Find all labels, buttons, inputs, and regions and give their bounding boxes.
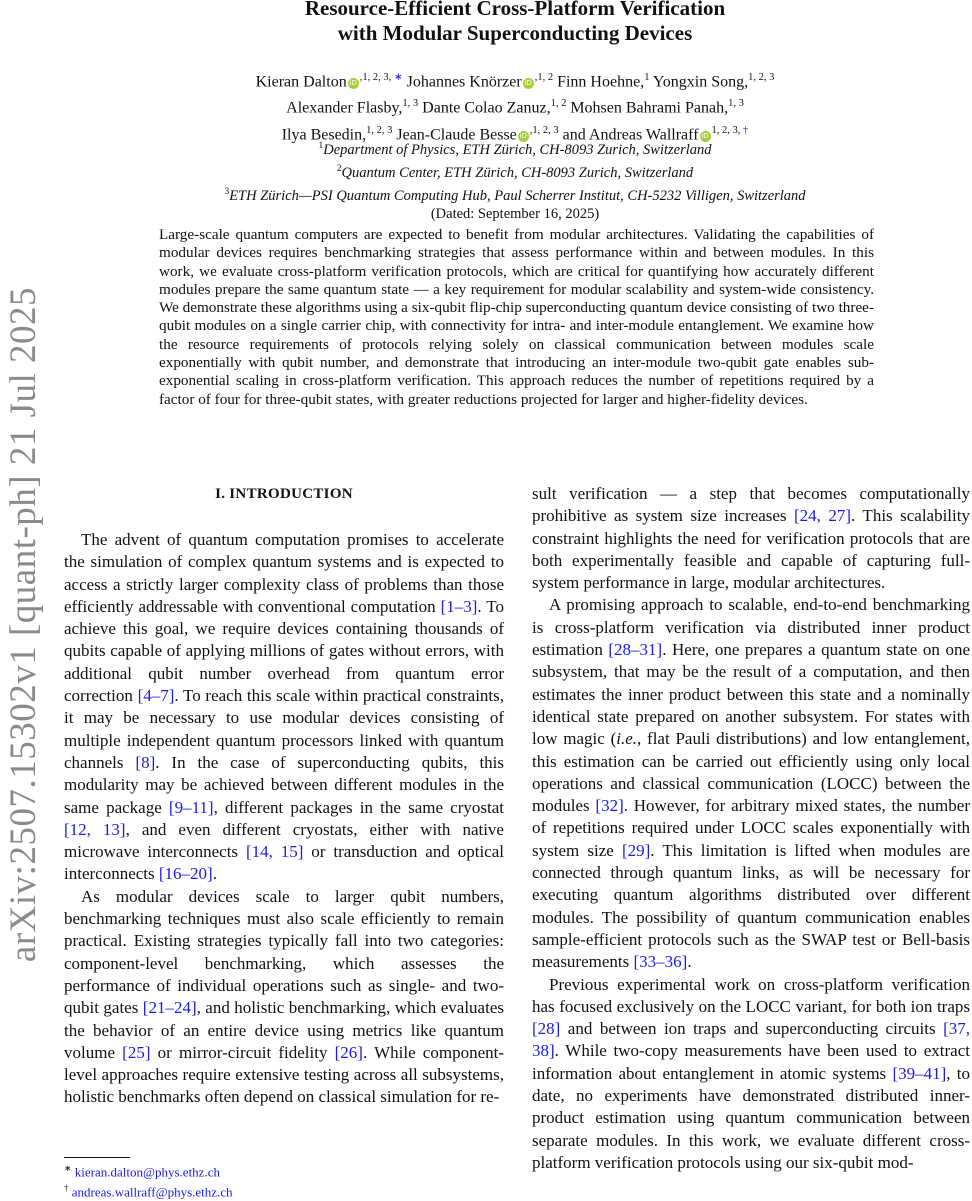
body-paragraph: [64, 529, 504, 886]
author-affiliation-marks: ,1, 2, 3,: [359, 72, 394, 83]
body-text: , flat Pauli distributions) and low entanglement, this estimation can be carried out efficiently using only local operations and classical communication (LOCC) between the modules: [532, 729, 970, 816]
body-paragraph: [64, 886, 504, 1109]
body-text: . In the case of superconducting qubits, this modularity may be achieved between different modules in the same package: [64, 752, 504, 817]
right-column: [532, 483, 970, 1174]
author-name: Mohsen Bahrami Panah,: [570, 99, 729, 117]
corresponding-author-mark[interactable]: ∗: [393, 72, 403, 83]
body-text: . To achieve this goal, we require devices containing thousands of qubits capable of applying millions of gates without errors, with additional qubit number overhead from quantum error correction: [64, 596, 505, 706]
affiliation-list: [100, 137, 930, 224]
body-text: . Here, one prepares a quantum state on one subsystem, that may be the result of a computation, and then estimates the inner product between this state and a nominally identical state prepared on another subsystem. For states with low magic (: [532, 640, 970, 749]
dated-line: (Dated: September 16, 2025): [430, 206, 600, 223]
author-affiliation-marks: 1, 2, 3: [366, 124, 393, 136]
body-text: .: [212, 864, 217, 884]
body-text: , to date, no experiments have demonstrated distributed inner-product estimation using quantum communication between separate modules. In this work, we evaluate different cross-platform verification protocols using our six-qubit mod-: [532, 1063, 970, 1172]
citation-link[interactable]: [29]: [621, 840, 651, 860]
citation-link[interactable]: [24, 27]: [794, 506, 852, 526]
body-text: , and holistic benchmarking, which evaluates the behavior of an entire device using metrics like quantum volume: [64, 998, 504, 1062]
citation-link[interactable]: [28]: [532, 1019, 561, 1039]
citation-link[interactable]: [32]: [595, 796, 624, 816]
author-conjunction: and: [562, 125, 586, 143]
body-text: . While two-copy measurements have been used to extract information about entanglement in atomic systems: [532, 1041, 970, 1083]
body-text: . However, for arbitrary mixed states, the number of repetitions required under LOCC scales exponentially with system size: [532, 796, 970, 860]
right-column-body: [532, 483, 970, 1174]
body-text: Previous experimental work on cross-platform verification has focused exclusively on the LOCC variant, for both ion traps: [532, 974, 970, 1016]
citation-link[interactable]: [37, 38]: [532, 1019, 970, 1061]
citation-link[interactable]: [4–7]: [137, 686, 175, 706]
author-name: Alexander Flasby,: [286, 99, 403, 117]
orcid-icon[interactable]: iD: [701, 131, 709, 140]
author-name: Yongxin Song,: [652, 73, 749, 91]
arxiv-identifier-stamp: [2, 288, 46, 960]
citation-link[interactable]: [8]: [135, 752, 156, 772]
author-affiliation-marks: 1, 2, 3,: [711, 124, 744, 136]
emphasis-text: i.e.: [616, 729, 638, 749]
author-name: Andreas Wallraff: [588, 125, 699, 143]
citation-link[interactable]: [39–41]: [892, 1063, 947, 1083]
citation-link[interactable]: [21–24]: [142, 998, 197, 1018]
author-name: Dante Colao Zanuz,: [422, 99, 551, 117]
citation-link[interactable]: [26]: [334, 1042, 363, 1062]
section-heading: I. INTRODUCTION: [215, 486, 353, 502]
author-affiliation-marks: 1, 3: [402, 98, 419, 110]
arxiv-identifier-text: arXiv:2507.15302v1 [quant-ph] 21 Jul 2025: [3, 286, 45, 962]
author-affiliation-marks: 1, 3: [728, 98, 744, 110]
citation-link[interactable]: [1–3]: [440, 596, 478, 616]
affiliation-3: $^3$ETH Zürich—PSI Quantum Computing Hub, Paul Scherrer Institut, CH-5232 Villigen, Switzerland: [224, 186, 806, 204]
left-column: [64, 483, 504, 1109]
author-name: Jean-Claude Besse: [396, 125, 517, 143]
orcid-icon[interactable]: iD: [349, 79, 357, 88]
body-paragraph: [532, 594, 970, 973]
footnote-email-link[interactable]: kieran.dalton@phys.ethz.ch: [74, 1164, 220, 1180]
body-text: . While component-level approaches require extensive testing across all subsystems, holistic benchmarks often depend on classical simulation for re-: [64, 1042, 504, 1107]
body-text: As modular devices scale to larger qubit numbers, benchmarking techniques must also scale efficiently to remain practical. Existing strategies typically fall into two categories: component-level benchmarking, which assesses the performance of individual operations such as single- and two-qubit gates: [64, 886, 504, 1018]
author-affiliation-marks: ,1, 2: [534, 72, 554, 83]
affiliation-2: $^2$Quantum Center, ETH Zürich, CH-8093 Zurich, Switzerland: [336, 163, 694, 181]
author-affiliation-marks: 1, 2, 3: [748, 72, 775, 83]
footnote-2: † andreas.wallraff@phys.ethz.ch: [64, 1183, 233, 1200]
author-name: Ilya Besedin,: [281, 125, 367, 143]
footnote-email-link[interactable]: andreas.wallraff@phys.ethz.ch: [71, 1184, 233, 1200]
body-text: , different packages in the same cryostat: [213, 797, 504, 817]
footnote-1: ∗ kieran.dalton@phys.ethz.ch: [64, 1163, 220, 1180]
author-line-2: [100, 93, 930, 119]
author-affiliation-marks: 1, 2: [550, 98, 567, 110]
author-affiliation-marks: 1: [644, 72, 650, 83]
author-line-1: [100, 67, 930, 93]
author-name: Finn Hoehne,: [557, 73, 645, 91]
footnotes: [64, 1160, 504, 1201]
body-text: A promising approach to scalable, end-to-end benchmarking is cross-platform verification via distributed inner product estimation: [532, 595, 970, 660]
corresponding-author-mark[interactable]: †: [743, 124, 749, 136]
body-text: The advent of quantum computation promises to accelerate the simulation of complex quantum systems and is expected to access a strictly larger complexity class of problems than those efficiently addressable with conventional computation: [64, 530, 504, 616]
citation-link[interactable]: [25]: [122, 1042, 151, 1062]
body-text: . This limitation is lifted when modules are connected through quantum links, as will be necessary for executing quantum algorithms distributed over different modules. The possibility of quantum communication enables sample-efficient protocols such as the SWAP test or Bell-basis measurements: [532, 840, 970, 972]
orcid-icon[interactable]: iD: [519, 131, 527, 140]
body-text: . To reach this scale within practical constraints, it may be necessary to use modular devices consisting of multiple independent quantum processors linked with quantum channels: [64, 686, 505, 772]
body-text: or mirror-circuit fidelity: [150, 1042, 335, 1062]
citation-link[interactable]: [14, 15]: [245, 842, 304, 862]
author-affiliation-marks: ,1, 2, 3: [529, 124, 559, 136]
author-list: [100, 67, 930, 146]
body-text: or transduction and optical interconnects: [64, 842, 504, 884]
citation-link[interactable]: [33–36]: [633, 952, 688, 972]
orcid-icon[interactable]: iD: [524, 79, 532, 88]
paper-title: [100, 0, 930, 46]
citation-link[interactable]: [12, 13]: [64, 819, 126, 839]
body-paragraph: [532, 974, 970, 1175]
body-text: .: [687, 952, 692, 972]
author-name: Johannes Knörzer: [406, 73, 522, 91]
author-name: Kieran Dalton: [255, 73, 347, 91]
abstract: Large-scale quantum computers are expected to benefit from modular architectures. Validating the capabilities of modular devices requires benchmarking strategies that assess performance within and between modules. In this work, we evaluate cross-platform verification protocols, which are critical for quantifying how accurately different modules prepare the same quantum state — a key requirement for modular scalability and system-wide consistency. We demonstrate these algorithms using a six-qubit flip-chip superconducting quantum device consisting of two three-qubit modules on a single carrier chip, with connectivity for intra- and inter-module entanglement. We examine how the resource requirements of protocols relying solely on classical communication between modules scale exponentially with qubit number, and demonstrate that introducing an inter-module two-qubit gate enables sub-exponential scaling in cross-platform verification. This approach reduces the number of repetitions required by a factor of four for three-qubit states, with greater reductions projected for larger and higher-fidelity devices.: [159, 226, 874, 408]
body-text: . This scalability constraint highlights the need for verification protocols that are both experimentally feasible and capable of capturing full-system performance in large, modular architectures.: [532, 506, 970, 593]
citation-link[interactable]: [9–11]: [168, 797, 214, 817]
body-text: and between ion traps and superconducting circuits: [560, 1019, 944, 1039]
affiliation-1: $^1$Department of Physics, ETH Zürich, CH-8093 Zurich, Switzerland: [318, 141, 712, 158]
citation-link[interactable]: [28–31]: [608, 640, 663, 660]
citation-link[interactable]: [16–20]: [158, 864, 213, 884]
body-text: , and even different cryostats, either with native microwave interconnects: [64, 819, 504, 862]
left-column-body: [64, 529, 504, 1109]
footnote-rule: [64, 1157, 130, 1158]
body-paragraph: [532, 483, 970, 594]
title-line-2: with Modular Superconducting Devices: [337, 21, 693, 45]
body-text: sult verification — a step that becomes computationally prohibitive as system size increases: [532, 484, 970, 526]
title-line-1: Resource-Efficient Cross-Platform Verification: [304, 0, 726, 20]
